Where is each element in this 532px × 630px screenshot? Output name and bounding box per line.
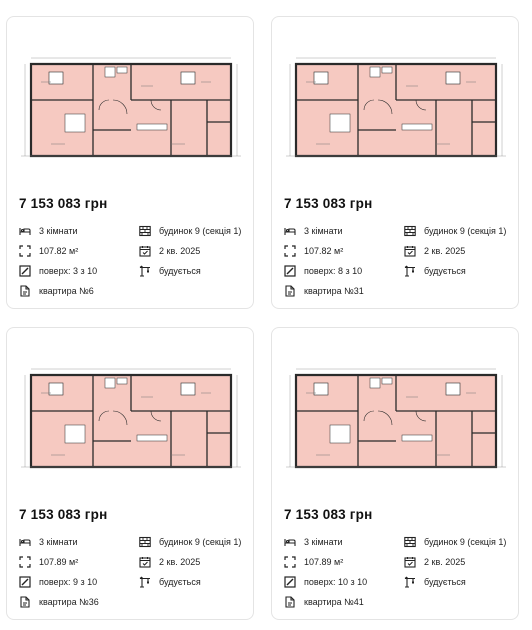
completion-attribute	[404, 245, 465, 257]
status-attribute	[139, 576, 201, 588]
floor-attribute	[19, 576, 97, 588]
bed-icon	[19, 225, 31, 237]
building-attribute	[404, 225, 506, 237]
floor-plan-image	[286, 52, 506, 162]
calendar-check-icon	[139, 556, 151, 568]
building-value: будинок 9 (секція 1)	[424, 226, 507, 236]
floor-stairs-icon	[19, 576, 31, 588]
apartment-value: квартира №41	[304, 597, 364, 607]
floor-attribute	[19, 265, 97, 277]
apartment-attribute	[19, 596, 99, 608]
apartment-document-icon	[19, 285, 31, 297]
floor-value: поверх: 8 з 10	[304, 266, 363, 276]
apartment-document-icon	[284, 596, 296, 608]
bed-icon	[19, 536, 31, 548]
area-expand-icon	[19, 556, 31, 568]
rooms-value: 3 кімнати	[39, 537, 78, 547]
rooms-attribute	[284, 225, 343, 237]
floor-attribute	[284, 265, 362, 277]
calendar-check-icon	[404, 556, 416, 568]
building-value: будинок 9 (секція 1)	[424, 537, 507, 547]
apartment-attribute	[284, 285, 364, 297]
crane-icon	[139, 265, 151, 277]
floor-attribute	[284, 576, 367, 588]
bed-icon	[284, 536, 296, 548]
listing-card[interactable]	[6, 327, 254, 620]
building-attribute	[404, 536, 506, 548]
completion-value: 2 кв. 2025	[424, 557, 466, 567]
area-value: 107.89 м²	[39, 557, 79, 567]
rooms-attribute	[19, 225, 78, 237]
listing-price: 7 153 083 грн	[284, 196, 373, 211]
building-brick-icon	[404, 536, 416, 548]
apartment-attribute	[284, 596, 364, 608]
status-value: будується	[159, 577, 201, 587]
apartment-attribute	[19, 285, 94, 297]
crane-icon	[139, 576, 151, 588]
status-attribute	[404, 265, 466, 277]
status-attribute	[139, 265, 201, 277]
building-brick-icon	[404, 225, 416, 237]
floor-value: поверх: 10 з 10	[304, 577, 368, 587]
apartment-value: квартира №31	[304, 286, 364, 296]
listing-price: 7 153 083 грн	[284, 507, 373, 522]
building-value: будинок 9 (секція 1)	[159, 537, 242, 547]
building-value: будинок 9 (секція 1)	[159, 226, 242, 236]
listing-price: 7 153 083 грн	[19, 507, 108, 522]
area-attribute	[284, 556, 343, 568]
rooms-attribute	[19, 536, 78, 548]
area-attribute	[19, 556, 78, 568]
bed-icon	[284, 225, 296, 237]
area-value: 107.89 м²	[304, 557, 344, 567]
building-brick-icon	[139, 225, 151, 237]
rooms-value: 3 кімнати	[304, 226, 343, 236]
rooms-attribute	[284, 536, 343, 548]
area-value: 107.82 м²	[39, 246, 79, 256]
floor-plan-image	[21, 363, 241, 473]
listing-card[interactable]	[6, 16, 254, 309]
listing-card[interactable]	[271, 327, 519, 620]
rooms-value: 3 кімнати	[304, 537, 343, 547]
status-value: будується	[424, 266, 466, 276]
building-brick-icon	[139, 536, 151, 548]
building-attribute	[139, 225, 241, 237]
listing-card[interactable]	[271, 16, 519, 309]
apartment-document-icon	[284, 285, 296, 297]
completion-value: 2 кв. 2025	[159, 246, 201, 256]
building-attribute	[139, 536, 241, 548]
area-expand-icon	[284, 556, 296, 568]
floor-stairs-icon	[19, 265, 31, 277]
floor-plan-image	[286, 363, 506, 473]
crane-icon	[404, 265, 416, 277]
calendar-check-icon	[404, 245, 416, 257]
completion-attribute	[139, 556, 200, 568]
completion-value: 2 кв. 2025	[159, 557, 201, 567]
apartment-document-icon	[19, 596, 31, 608]
floor-plan-image	[21, 52, 241, 162]
completion-attribute	[139, 245, 200, 257]
floor-value: поверх: 3 з 10	[39, 266, 98, 276]
area-expand-icon	[284, 245, 296, 257]
floor-value: поверх: 9 з 10	[39, 577, 98, 587]
status-value: будується	[159, 266, 201, 276]
completion-attribute	[404, 556, 465, 568]
rooms-value: 3 кімнати	[39, 226, 78, 236]
apartment-value: квартира №36	[39, 597, 99, 607]
area-attribute	[19, 245, 78, 257]
area-value: 107.82 м²	[304, 246, 344, 256]
floor-stairs-icon	[284, 576, 296, 588]
crane-icon	[404, 576, 416, 588]
floor-stairs-icon	[284, 265, 296, 277]
status-attribute	[404, 576, 466, 588]
completion-value: 2 кв. 2025	[424, 246, 466, 256]
status-value: будується	[424, 577, 466, 587]
area-expand-icon	[19, 245, 31, 257]
listing-price: 7 153 083 грн	[19, 196, 108, 211]
calendar-check-icon	[139, 245, 151, 257]
area-attribute	[284, 245, 343, 257]
apartment-value: квартира №6	[39, 286, 94, 296]
